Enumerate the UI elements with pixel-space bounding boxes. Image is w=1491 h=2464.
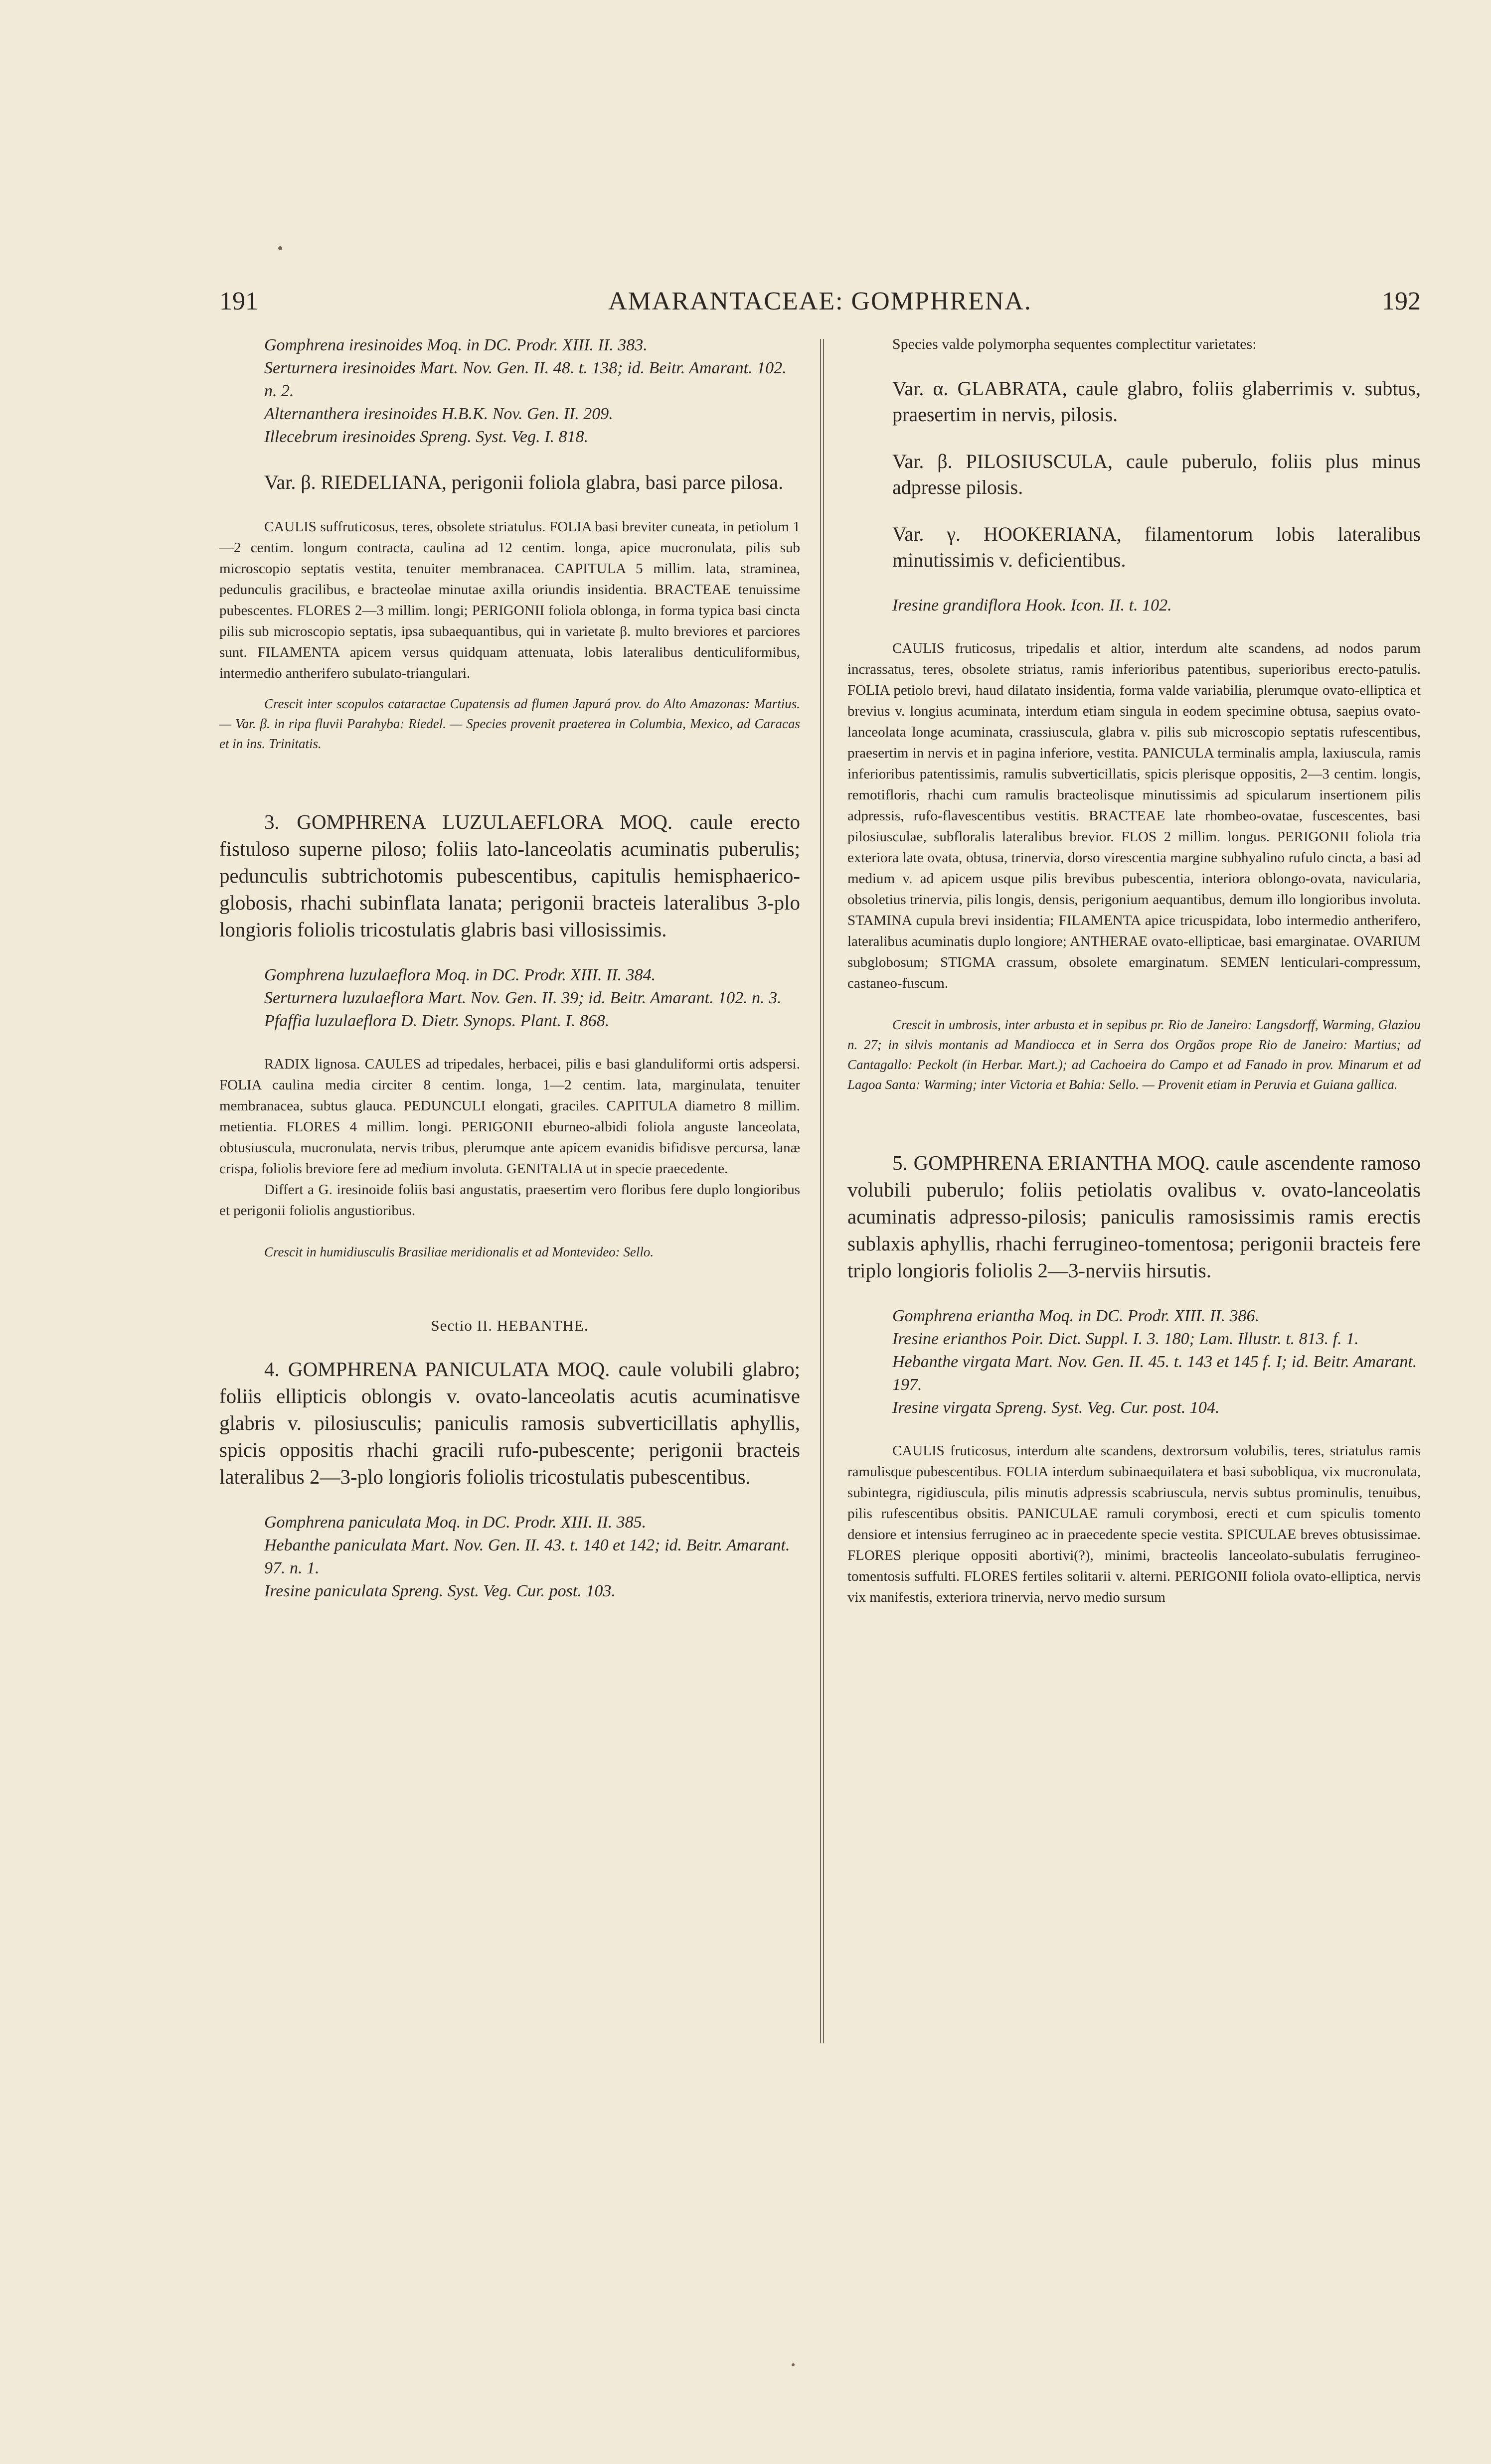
- synonym-line: Illecebrum iresinoides Spreng. Syst. Veg. I. 818.: [264, 428, 588, 446]
- synonym-line: Hebanthe virgata Mart. Nov. Gen. II. 45. t. 143 et 145 f. I; id. Beitr. Amarant. 197.: [892, 1353, 1417, 1394]
- synonym-line: Iresine paniculata Spreng. Syst. Veg. Cur. post. 103.: [264, 1582, 616, 1600]
- synonym-block: [219, 1511, 800, 1603]
- synonym-line: Iresine erianthos Poir. Dict. Suppl. I. 3. 180; Lam. Illustr. t. 813. f. 1.: [892, 1330, 1359, 1348]
- synonym-block: [219, 964, 800, 1033]
- left-column: [219, 334, 800, 1603]
- page-number-right: 192: [1382, 287, 1421, 315]
- habitat-paragraph: Crescit in umbrosis, inter arbusta et in sepibus pr. Rio de Janeiro: Langsdorff, Warming, Glaziou n. 27; in silvis montanis ad Mandiocca et in Serra dos Orgãos prope Rio de Janeiro: Martius; ad Cantagallo: Peckolt (in Herbar. Mart.); ad Cachoeira do Campo et ad Fanado in prov. Minarum et ad Lagoa Santa: Warming; inter Victoria et Bahia: Sello. — Provenit etiam in Peruvia et Guiana gallica.: [847, 1017, 1421, 1092]
- section-heading: Sectio II. HEBANTHE.: [431, 1317, 589, 1334]
- synonym-line: Serturnera iresinoides Mart. Nov. Gen. II. 48. t. 138; id. Beitr. Amarant. 102. n. 2.: [264, 359, 787, 400]
- synonym-line: Alternanthera iresinoides H.B.K. Nov. Gen. II. 209.: [264, 405, 613, 423]
- synonym-line: Pfaffia luzulaeflora D. Dietr. Synops. Plant. I. 868.: [264, 1012, 610, 1030]
- species-3-diagnosis: 3. GOMPHRENA LUZULAEFLORA MOQ. caule erecto fistuloso superne piloso; foliis lato-lanceolatis acuminatis puberulis; pedunculis subtrichotomis pubescentibus, capitulis hemisphaerico-globosis, rhachi subinflata lanata; perigonii bracteis lateralibus 3-plo longioris foliolis tricostulatis glabris basi villosissimis.: [219, 810, 800, 941]
- page-header: [219, 287, 1421, 321]
- synonym-line: Iresine virgata Spreng. Syst. Veg. Cur. post. 104.: [892, 1398, 1220, 1417]
- synonym-line: Iresine grandiflora Hook. Icon. II. t. 102.: [892, 596, 1172, 615]
- differt-paragraph: Differt a G. iresinoide foliis basi angustatis, praesertim vero floribus fere duplo longioribus et perigonii foliolis angustioribus.: [219, 1182, 800, 1219]
- variety-beta: Var. β. RIEDELIANA, perigonii foliola glabra, basi parce pilosa.: [264, 471, 784, 493]
- species-5-diagnosis: 5. GOMPHRENA ERIANTHA MOQ. caule ascendente ramoso volubili puberulo; foliis petiolatis ovalibus v. ovato-lanceolatis acuminatis adpresso-pilosis; paniculis ramosissimis ramis erectis sublaxis aphyllis, rhachi ferrugineo-tomentosa; perigonii bracteis fere triplo longioris foliolis 2—3-nerviis hirsutis.: [847, 1151, 1421, 1282]
- synonym-block: [847, 1305, 1421, 1419]
- page-number-left: 191: [219, 287, 258, 315]
- synonym-line: Gomphrena luzulaeflora Moq. in DC. Prodr. XIII. II. 384.: [264, 966, 656, 984]
- variety-beta: Var. β. PILOSIUSCULA, caule puberulo, foliis plus minus adpresse pilosis.: [892, 450, 1421, 498]
- paper-speck: [278, 246, 282, 250]
- description-paragraph: CAULIS fruticosus, tripedalis et altior, interdum alte scandens, ad nodos parum incrassatus, teres, obsolete striatus, ramis inferioribus patentibus, superioribus erecto-patulis. FOLIA petiolo brevi, haud dilatato insidentia, forma valde variabilia, plerumque ovato-elliptica et brevius v. longius acuminata, interdum etiam singula in eodem specimine obtusa, saepius ovato-lanceolata longe acuminata, crassiuscula, glabra v. pilis sub microscopio septatis rufescentibus, praesertim in nervis et in pagina inferiore, vestita. PANICULA terminalis ampla, laxiuscula, ramis inferioribus patentissimis, ramulis subverticillatis, spicis plerisque oppositis, 2—3 centim. longis, remotifloris, rhachi cum ramulis bracteolisque minutissimis ad spicularum insertionem pilis adpressis, rufo-flavescentibus vestitis. BRACTEAE late rhombeo-ovatae, fuscescentes, basi pilosiusculae, subfloralis lateralibus brevior. FLOS 2 millim. longus. PERIGONII foliola tria exteriora late ovata, obtusa, trinervia, dorso virescentia margine subhyalino rufulo cincta, a basi ad medium v. ad apicem usque pilis brevibus pubescentia, interiora oblongo-ovata, navicularia, obsoletius trinervia, pilis longis, densis, perigonium aequantibus, demum illo longioribus involuta. STAMINA cupula brevi insidentia; FILAMENTA apice tricuspidata, lobo intermedio antherifero, lateralibus acuminatis duplo longiore; ANTHERAE ovato-ellipticae, basi emarginatae. OVARIUM subglobosum; STIGMA crassum, obsolete emarginatum. SEMEN lenticulari-compressum, castaneo-fuscum.: [847, 640, 1421, 991]
- habitat-paragraph: Crescit in humidiusculis Brasiliae meridionalis et ad Montevideo: Sello.: [264, 1244, 654, 1259]
- synonym-block: [847, 594, 1421, 617]
- species-4-diagnosis: 4. GOMPHRENA PANICULATA MOQ. caule volubili glabro; foliis ellipticis oblongis v. ovato-lanceolatis acutis acuminatisve glabris v. pilosiusculis; paniculis ramosis subverticillatis aphyllis, spicis oppositis rhachi gracili rufo-pubescente; perigonii bracteis lateralibus 2—3-plo longioris foliolis tricostulatis pubescentibus.: [219, 1358, 800, 1488]
- synonym-line: Gomphrena eriantha Moq. in DC. Prodr. XIII. II. 386.: [892, 1307, 1259, 1325]
- description-paragraph: CAULIS suffruticosus, teres, obsolete striatulus. FOLIA basi breviter cuneata, in petiolum 1—2 centim. longum contracta, caulina ad 12 centim. longa, apice mucronulata, pilis sub microscopio septatis vestita, tenuiter membranacea. CAPITULA 5 millim. lata, straminea, pedunculis gracilibus, e bracteolae minutae axilla oriundis insidentia. BRACTEAE tenuissime pubescentes. FLORES 2—3 millim. longi; PERIGONII foliola oblonga, in forma typica basi cincta pilis sub microscopio septatis, ipsa subaequantibus, qui in varietate β. multo breviores et parciores sunt. FILAMENTA apicem versus quidquam attenuata, lobis lateralibus denticuliformibus, intermedio antherifero subulato-triangulari.: [219, 519, 800, 681]
- synonym-line: Serturnera luzulaeflora Mart. Nov. Gen. II. 39; id. Beitr. Amarant. 102. n. 3.: [264, 989, 782, 1007]
- synonym-line: Gomphrena paniculata Moq. in DC. Prodr. XIII. II. 385.: [264, 1513, 647, 1532]
- intro-line: Species valde polymorpha sequentes complectitur varietates:: [892, 336, 1257, 352]
- synonym-line: Hebanthe paniculata Mart. Nov. Gen. II. 43. t. 140 et 142; id. Beitr. Amarant. 97. n. 1.: [264, 1536, 790, 1577]
- variety-gamma: Var. γ. HOOKERIANA, filamentorum lobis lateralibus minutissimis v. deficientibus.: [892, 523, 1421, 571]
- variety-alpha: Var. α. GLABRATA, caule glabro, foliis glaberrimis v. subtus, praesertim in nervis, pilosis.: [892, 377, 1421, 426]
- right-column: [847, 334, 1421, 1608]
- description-paragraph: CAULIS fruticosus, interdum alte scandens, dextrorsum volubilis, teres, striatulus ramis ramulisque pubescentibus. FOLIA interdum subinaequilatera et basi subobliqua, vix mucronulata, subintegra, rigidiuscula, pilis minutis adpressis scabriuscula, nervis subtus prominulis, tenuibus, pilis rufescentibus obsitis. PANICULAE ramuli corymbosi, erecti et cum spiculis tomento densiore et intensius ferrugineo ac in praecedente specie vestita. SPICULAE breves obtusissimae. FLORES plerique oppositi abortivi(?), minimi, bracteolis lanceolato-subulatis ferrugineo-tomentosis suffulti. FLORES fertiles solitarii v. alterni. PERIGONII foliola ovato-elliptica, nervis vix manifestis, exteriora trinervia, nervo medio sursum: [847, 1443, 1421, 1605]
- paper-speck: [792, 2363, 795, 2366]
- synonym-block: [219, 334, 800, 449]
- column-divider: [820, 339, 824, 2043]
- habitat-paragraph: Crescit inter scopulos cataractae Cupatensis ad flumen Japurá prov. do Alto Amazonas: Martius. — Var. β. in ripa fluvii Parahyba: Riedel. — Species provenit praeterea in Columbia, Mexico, ad Caracas et in ins. Trinitatis.: [219, 696, 800, 751]
- description-paragraph: RADIX lignosa. CAULES ad tripedales, herbacei, pilis e basi glanduliformi ortis adspersi. FOLIA caulina media circiter 8 centim. longa, 1—2 centim. lata, marginulata, tenuiter membranacea, subtus glauca. PEDUNCULI elongati, graciles. CAPITULA diametro 8 millim. metientia. FLORES 4 millim. longi. PERIGONII eburneo-albidi foliola anguste lanceolata, obtusiuscula, mucronulata, nervis tribus, plerumque ante apicem evanidis bifidisve percursa, lanæ crispa, foliolis breviore fere ad medium involuta. GENITALIA ut in specie praecedente.: [219, 1056, 800, 1177]
- synonym-line: Gomphrena iresinoides Moq. in DC. Prodr. XIII. II. 383.: [264, 336, 648, 354]
- running-title: AMARANTACEAE: GOMPHRENA.: [608, 287, 1032, 315]
